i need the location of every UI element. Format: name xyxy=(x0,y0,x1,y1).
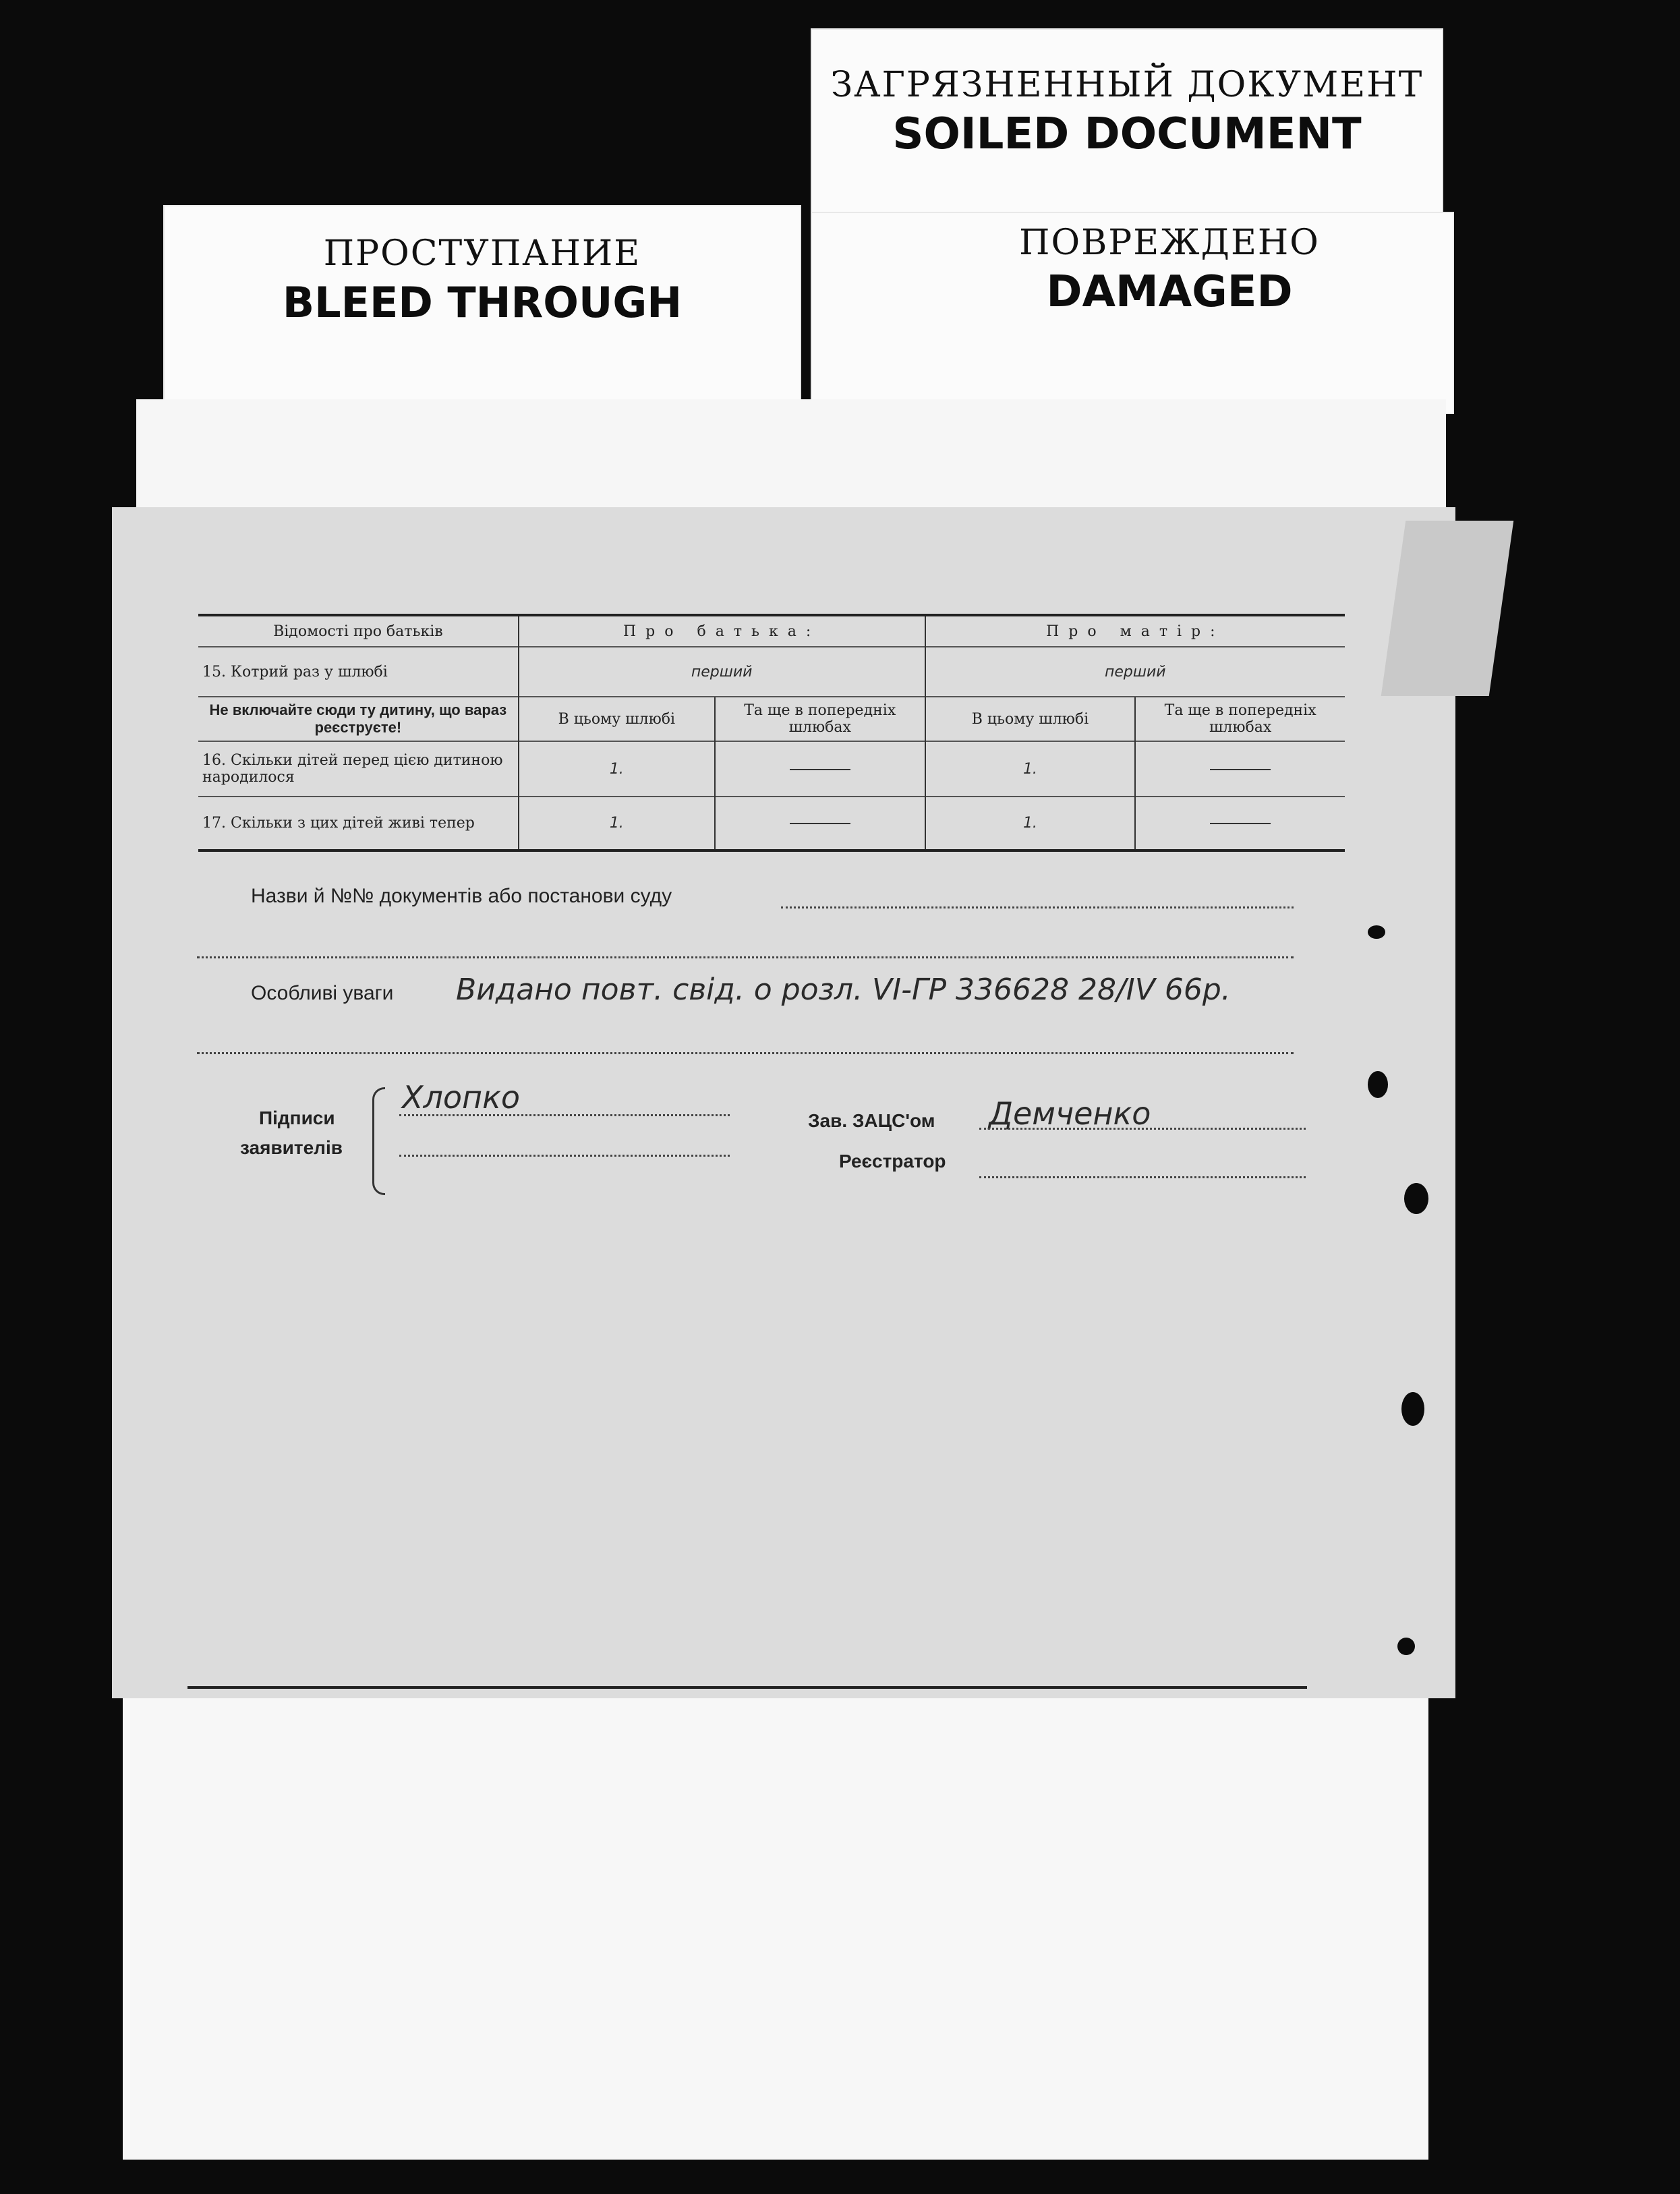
row15-label: 15. Котрий раз у шлюбі xyxy=(198,647,519,697)
registration-form-page xyxy=(112,507,1455,1698)
documents-line-2 xyxy=(197,956,1294,958)
bleed-en-text: BLEED THROUGH xyxy=(282,278,683,327)
damage-hole xyxy=(1368,925,1385,939)
applicant-signature: Хлопко xyxy=(402,1079,521,1116)
head-line xyxy=(979,1128,1306,1130)
damage-hole xyxy=(1404,1183,1428,1214)
torn-corner xyxy=(1381,521,1514,696)
row16-father-current: 1. xyxy=(519,741,715,797)
documents-line-1 xyxy=(781,906,1294,908)
damaged-ru-text: ПОВРЕЖДЕНО xyxy=(1019,223,1320,263)
registrar-label: Реєстратор xyxy=(839,1151,946,1172)
row16-mother-current: 1. xyxy=(925,741,1136,797)
remarks-line-2 xyxy=(197,1052,1294,1054)
damage-hole xyxy=(1401,1392,1424,1426)
dash-mark xyxy=(790,769,850,770)
header-father: Про батька: xyxy=(519,615,925,647)
bleed-ru-text: ПРОСТУПАНИЕ xyxy=(323,233,641,274)
mother-in-marriage-header: В цьому шлюбі xyxy=(925,697,1136,741)
header-mother: Про матір: xyxy=(925,615,1345,647)
signatures-label-1: Підписи xyxy=(259,1107,335,1128)
father-in-marriage-header: В цьому шлюбі xyxy=(519,697,715,741)
soiled-document-card xyxy=(811,28,1443,219)
remarks-value: Видано повт. свід. о розл. VI-ГР 336628 28/IV 66р. xyxy=(456,973,1231,1007)
row17-father-previous xyxy=(715,797,925,850)
mother-previous-header: Та ще в попередніх шлюбах xyxy=(1135,697,1345,741)
row15-father-value: перший xyxy=(519,647,925,697)
row17-label: 17. Скільки з цих дітей живі тепер xyxy=(198,797,519,850)
head-signature: Демченко xyxy=(989,1095,1151,1132)
header-parents-info: Відомості про батьків xyxy=(198,615,519,647)
soiled-ru-text: ЗАГРЯЗНЕННЫЙ ДОКУМЕНТ xyxy=(830,65,1424,105)
head-label: Зав. ЗАЦС'ом xyxy=(808,1110,935,1131)
row15-mother-value: перший xyxy=(925,647,1345,697)
dash-mark xyxy=(1210,769,1271,770)
signature-line-2 xyxy=(399,1155,730,1157)
bleed-through-card xyxy=(163,205,801,403)
documents-label: Назви й №№ документів або постанови суду xyxy=(251,885,672,907)
parents-info-table xyxy=(198,614,1345,852)
row16-father-previous xyxy=(715,741,925,797)
damage-hole xyxy=(1397,1638,1415,1655)
soiled-en-text: SOILED DOCUMENT xyxy=(892,109,1362,159)
registrar-line xyxy=(979,1176,1306,1178)
damaged-en-text: DAMAGED xyxy=(1046,267,1293,317)
dash-mark xyxy=(790,823,850,824)
row17-mother-previous xyxy=(1135,797,1345,850)
signatures-brace xyxy=(372,1087,385,1195)
row16-label: 16. Скільки дітей перед цією дитиною народилося xyxy=(198,741,519,797)
father-previous-header: Та ще в попередніх шлюбах xyxy=(715,697,925,741)
row17-father-current: 1. xyxy=(519,797,715,850)
remarks-label: Особливі уваги xyxy=(251,982,394,1004)
signatures-label-2: заявителів xyxy=(240,1137,343,1158)
exclude-note: Не включайте сюди ту дитину, що вараз реєструєте! xyxy=(198,697,519,741)
signature-line-1 xyxy=(399,1114,730,1116)
bottom-rule xyxy=(187,1686,1307,1689)
row16-mother-previous xyxy=(1135,741,1345,797)
row17-mother-current: 1. xyxy=(925,797,1136,850)
dash-mark xyxy=(1210,823,1271,824)
damage-hole xyxy=(1368,1071,1388,1098)
damaged-card xyxy=(811,212,1454,414)
